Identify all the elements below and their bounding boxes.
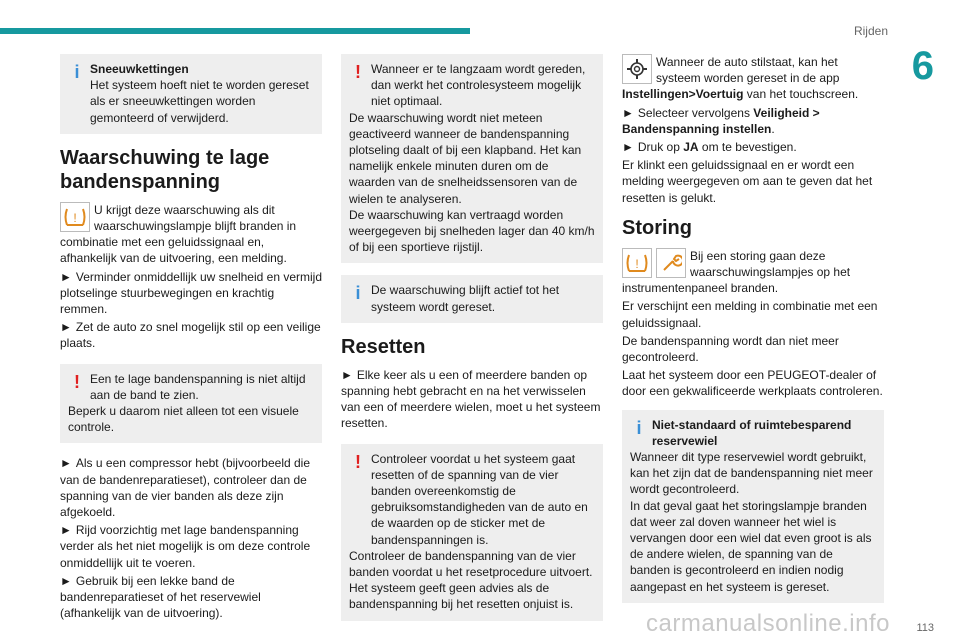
chapter-number: 6 [911, 44, 934, 88]
step-item: ► Zet de auto zo snel mogelijk stil op een veilige plaats. [60, 320, 321, 351]
step-item: ► Elke keer als u een of meerdere banden op spanning hebt gebracht en na het verwisselen van een of meerdere wielen, moet u het systeem resetten. [341, 367, 601, 431]
header-accent-bar [0, 28, 470, 34]
step-item: ► Als u een compressor hebt (bijvoorbeeld die van de bandenreparatieset), controleer dan de spanning van de vier banden als deze zijn afgekoeld. [60, 456, 311, 520]
info-note-warning-active: i De waarschuwing blijft actief tot het systeem wordt gereset. [341, 275, 603, 322]
section-title: Rijden [853, 24, 888, 38]
reset-intro: Wanneer de auto stilstaat, kan het systeem worden gereset in de app [656, 55, 840, 86]
note-text: Het systeem hoeft niet te worden gereset als er sneeuwkettingen worden gemonteerd of verwijderd. [90, 78, 309, 125]
info-note-snow-chains [60, 54, 322, 134]
column-1 [60, 54, 322, 623]
step-item: ► Druk op JA om te bevestigen. [622, 140, 797, 155]
step-item: ► Verminder onmiddellijk uw snelheid en vermijd plotselinge stuurbewegingen en krachtig remmen. [60, 269, 323, 317]
warning-note-before-reset: ! Controleer voordat u het systeem gaat resetten of de spanning van de vier banden overeenkomstig de gebruiksomstandigheden van de auto en de waarden op de sticker met de bandenspanningen is. Controleer de bandenspanning van de vier banden voordat u het resetprocedure uitvoert. Het systeem geeft geen advies als de bandenspanning bij het resetten onjuist is. [341, 444, 603, 621]
tyre-pressure-warning-icon [60, 202, 90, 232]
info-icon: i [636, 417, 642, 438]
warning-icon: ! [74, 371, 80, 392]
intro-text: U krijgt deze waarschuwing als dit waarschuwingslampje blijft branden in combinatie met een geluidssignaal en, afhankelijk van de uitvoering, een melding. [60, 202, 297, 266]
info-note-spare-wheel: i Niet-standaard of ruimtebesparend reservewiel Wanneer dit type reservewiel wordt gebruikt, kan het zijn dat de bandenspanning niet meer wordt gecontroleerd. In dat geval gaat het storingslampje branden dat weer zal doven wanneer het wiel is vervangen door een wiel dat even groot is als de andere wielen, de spanning van de banden is gecontroleerd en indien nodig aangepast en het systeem is gereset. [622, 410, 884, 603]
watermark: carmanualsonline.info [646, 610, 890, 637]
settings-gear-icon [622, 54, 652, 84]
step-item: ► Gebruik bij een lekke band de bandenreparatieset of het reservewiel (afhankelijk van de uitvoering). [60, 573, 261, 621]
heading-reset: Resetten [341, 335, 426, 358]
step-item: ► Selecteer vervolgens Veiligheid > Bandenspanning instellen. [622, 105, 820, 136]
page-number: 113 [916, 622, 934, 634]
svg-text:!: ! [73, 210, 77, 225]
warning-icon: ! [355, 62, 361, 82]
heading-low-pressure: Waarschuwing te lage bandenspanning [60, 146, 270, 193]
heading-fault: Storing [622, 216, 692, 239]
step-item: ► Rijd voorzichtig met lage bandenspanning verder als het niet mogelijk is om deze controle onmiddellijk uit te voeren. [60, 523, 311, 570]
info-icon: i [355, 283, 361, 304]
warning-icon: ! [355, 451, 361, 472]
svg-text:!: ! [635, 256, 639, 271]
warning-note-slow-driving: ! Wanneer er te langzaam wordt gereden, dan werkt het controlesysteem mogelijk niet optimaal. De waarschuwing wordt niet meteen geactiveerd wanneer de bandenspanning plotseling daalt of bij een klapband. Het kan namelijk enkele minuten duren om de waarden van de snelheidssensoren van de wielen te analyseren. De waarschuwing kan vertraagd worden weergegeven bij snelheden lager dan 40 km/h of bij een sportieve rijstijl. [341, 54, 603, 263]
tyre-pressure-warning-icon [622, 248, 652, 278]
note-title: Sneeuwkettingen [90, 62, 189, 76]
confirmation-text: Er klinkt een geluidssignaal en er wordt een melding weergegeven om aan te geven dat het resetten is gelukt. [622, 158, 873, 205]
column-3: Wanneer de auto stilstaat, kan het systeem worden gereset in de app Instellingen>Voertuig van het touchscreen. ► Selecteer vervolgens Veiligheid > Bandenspanning instellen. ► Druk op JA om te bevestigen. Er klinkt een geluidssignaal en er wordt een melding weergegeven om aan te geven dat het resetten is gelukt. Storing ! Bij een storing gaan deze waarschuwingslampjes op het instrumentenpaneel branden. Er verschijnt een melding in combinatie met een geluidssignaal. De bandenspanning wordt dan niet meer gecontroleerd. Laat het systeem door een PEUGEOT-dealer of door een gekwalificeerde werkplaats controleren. i Niet-standaard of ruimtebesparend reservewiel Wanneer dit type reservewiel wordt gebruikt, kan het zijn dat de bandenspanning niet meer wordt gecontroleerd. In dat geval gaat het storingslampje branden dat weer zal doven wanneer het wiel is vervangen door een wiel dat even groot is als de andere wielen, de spanning van de banden is gecontroleerd en indien nodig aangepast en het systeem is gereset. [622, 54, 884, 615]
column-2 [341, 54, 603, 633]
warning-note-visual-check: ! Een te lage bandenspanning is niet altijd aan de band te zien. Beperk u daarom niet alleen tot een visuele controle. [60, 364, 322, 444]
wrench-icon [656, 248, 686, 278]
info-icon: i [74, 62, 80, 82]
